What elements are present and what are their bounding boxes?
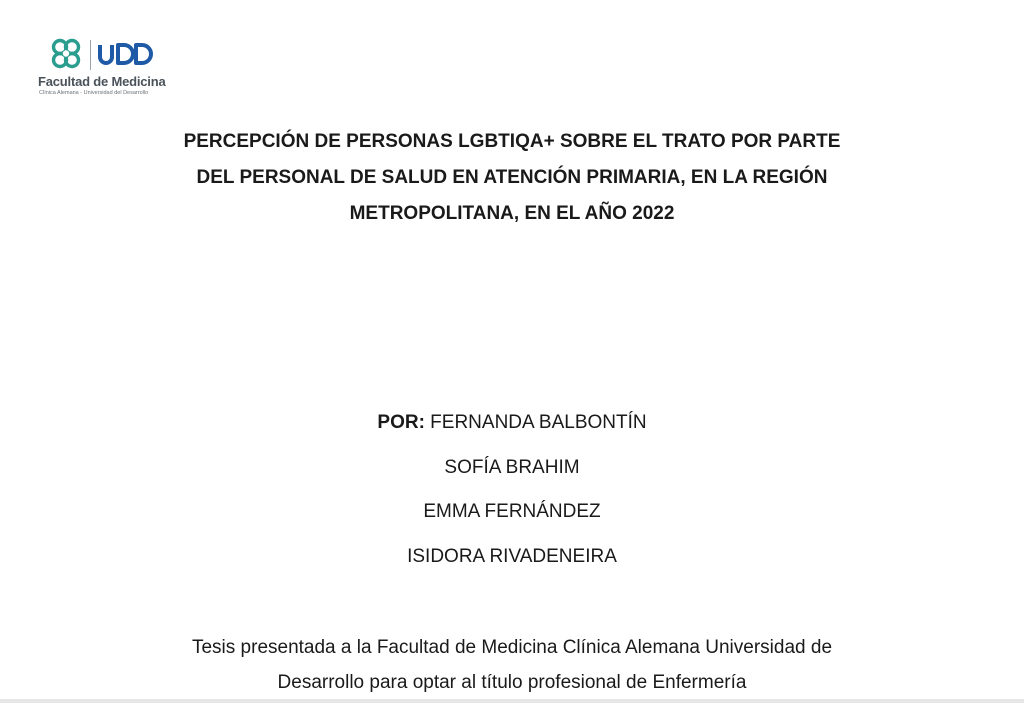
thesis-line-1: Tesis presentada a la Facultad de Medicina Clínica Alemana Universidad de <box>191 637 833 658</box>
author-name: FERNANDA BALBONTÍN <box>430 412 647 433</box>
author-line <box>200 496 824 541</box>
logo-faculty-text: Facultad de Medicina <box>38 74 166 89</box>
author-line <box>200 407 824 452</box>
title-line-2: DEL PERSONAL DE SALUD EN ATENCIÓN PRIMARIA, EN LA REGIÓN <box>196 167 828 188</box>
author-line <box>200 452 824 497</box>
author-name: ISIDORA RIVADENEIRA <box>407 545 617 567</box>
udd-mark-icon <box>48 36 84 72</box>
logo-divider <box>90 40 91 70</box>
author-name: SOFÍA BRAHIM <box>444 456 580 478</box>
authors-prefix: POR: <box>377 412 425 433</box>
thesis-line-2: Desarrollo para optar al título profesional de Enfermería <box>277 672 747 693</box>
thesis-statement <box>100 630 924 700</box>
logo-subtitle-text: Clínica Alemana - Universidad del Desarrollo <box>39 90 149 96</box>
author-line <box>200 541 824 586</box>
title-line-1: PERCEPCIÓN DE PERSONAS LGBTIQA+ SOBRE EL TRATO POR PARTE <box>183 131 841 152</box>
authors-block <box>200 407 824 585</box>
author-name: EMMA FERNÁNDEZ <box>423 501 601 522</box>
title-line-3: METROPOLITANA, EN EL AÑO 2022 <box>349 203 675 224</box>
faculty-logo <box>38 36 168 98</box>
thesis-title <box>100 124 924 232</box>
page-bottom-edge <box>0 699 1024 703</box>
udd-wordmark <box>96 40 156 68</box>
